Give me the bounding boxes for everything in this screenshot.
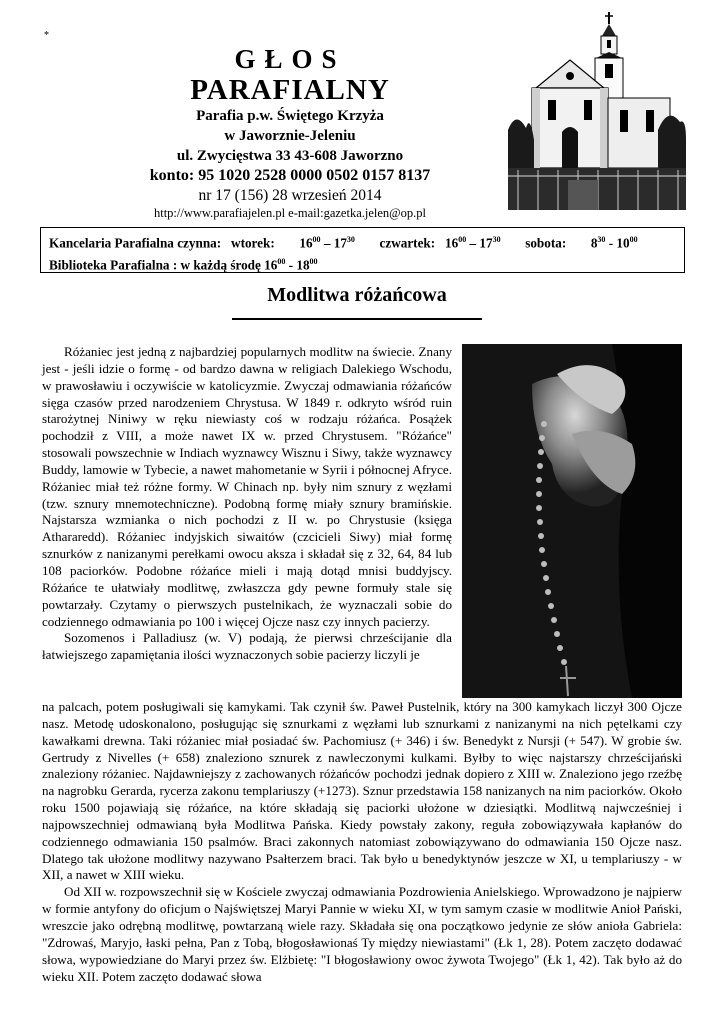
- kancelaria-label: Kancelaria Parafialna czynna:: [49, 235, 222, 251]
- parish-address: ul. Zwycięstwa 33 43-608 Jaworzno: [176, 148, 404, 164]
- paragraph-2-continued: na palcach, potem posługiwali się kamykami. Tak czynił św. Paweł Pustelnik, który na 300 kamykach liczył 300 Ojcze nasz. Metodę udoskonalono, posługując się sznurkami z węzłami lub sznurkami z nanizanymi na nich pętelkami czy kawałkami drewna. Taki różaniec miał posiadać św. Pachomiusz (+ 346) i św. Benedykt z Nursji (+ 547). W grobie św. Gertrudy z Nivelles (+ 658) znaleziono sznurek z nawleczonymi kulkami. Byłby to więc najstarszy chrześcijański znaleziony różaniec. Najdawniejszy z zachowanych różańców pochodzi jednak dopiero z XIII w. Znaleziono jego rzeźbę na nagrobku Gerarda, rycerza zakonu templariuszy (+1273). Sznur przedstawia 158 nanizanych na nim paciorków. Około roku 1500 pojawiają się różańce, na które składają się paciorki ułożone w dziesiątki. Modlitwą najwcześniej i najpowszechniej odmawianą była Modlitwa Pańska. Kiedy powstały zakony, reguła zobowiązywała kapłanów do codziennego odmawiania 150 psalmów. Braci zakonnych natomiast zobowiązywano do odmawiania 150 Ojcze nasz. Dlatego tak ułożone modlitwy nazywano Psałterzem braci. Tak było u benedyktynów jeszcze w XI, u templariuszy - w XII, a nawet w XIII wieku.: [42, 699, 682, 883]
- rosary-hands-photo: [462, 344, 682, 698]
- parish-location: w Jaworznie-Jeleniu: [224, 128, 356, 144]
- decorative-dot: *: [44, 30, 49, 41]
- newspaper-title-line1: GŁOS: [234, 44, 346, 74]
- tuesday-label: wtorek:: [231, 235, 275, 251]
- thursday-label: czwartek:: [379, 235, 436, 251]
- contact-web: http://www.parafiajelen.pl e-mail:gazetka.jelen@op.pl: [153, 206, 427, 220]
- church-illustration: [508, 10, 686, 210]
- saturday-label: sobota:: [525, 235, 567, 251]
- paragraph-1: Różaniec jest jedną z najbardziej popularnych modlitw na świecie. Znany jest - jeśli idzie o formę - od bardzo dawna w religiach Dalekiego Wschodu, w prawosławiu i oczywiście w katolicyzmie. Zwyczaj odmawiania różańców sięga czasów przed narodzeniem Chrystusa. W 1849 r. odkryto wśród ruin starożytnej Niniwy w ręku niewiasty coś w rodzaju różańca. Posążek pochodził z VIII, a może nawet IX w. przed Chrystusem. "Różańce" stosowali powszechnie w Indiach wyznawcy Wisznu i Siwy, także wyznawcy Buddy, lamowie w Tybecie, a nawet mahometanie w Syrii i północnej Afryce. Różaniec miał też różne formy. W Chinach np. były nim sznury z węzłami (tzw. sznury mnemotechniczne). Podobną formę miały sznury bramińskie. Najstarsza wzmianka o nich pochodzi z II w. po Chrystusie (księga Athararedd). Różaniec indyjskich siwaitów (czcicieli Siwy) miał formę sznurków z nanizanymi perełkami owocu aksza i składał się z 32, 64, 84 lub 108 paciorków. Podobne różańce mieli i mają dotąd mnisi buddyjscy. Różańce te ułatwiały modlitwę, zwłaszcza gdy pewne formuły stale się powtarzały. Czytamy o pierwszych pustelnikach, że wyznaczali sobie do codziennego odmawiania po 100 i więcej Ojcze nasz czy innych pacierzy.: [42, 344, 452, 629]
- article-heading: Modlitwa różańcowa: [267, 284, 447, 306]
- heading-underline: [232, 318, 482, 320]
- parish-name: Parafia p.w. Świętego Krzyża: [196, 108, 384, 124]
- office-hours-box: [40, 227, 685, 273]
- newspaper-title-line2: PARAFIALNY: [190, 74, 390, 106]
- bank-account: konto: 95 1020 2528 0000 0502 0157 8137: [149, 167, 431, 184]
- article-full-width: [42, 699, 682, 985]
- issue-info: nr 17 (156) 28 wrzesień 2014: [198, 187, 382, 204]
- article-column-left: [42, 344, 452, 664]
- library-hours-line: Biblioteka Parafialna : w każdą środę $16^{00} - 18^{00}$: [49, 257, 318, 273]
- paragraph-2-start: Sozomenos i Palladiusz (w. V) podają, że pierwsi chrześcijanie dla łatwiejszego zapamiętania ilości wyznaczonych sobie pacierzy liczyli je: [42, 630, 452, 663]
- library-label: Biblioteka Parafialna : w każdą środę: [49, 257, 261, 273]
- office-hours-line: Kancelaria Parafialna czynna: wtorek: $16^{00} - 17^{30}$ czwartek: $16^{00} - 17^{30}$ sobota: $8^{30} - 10^{00}$: [49, 235, 638, 251]
- paragraph-3: Od XII w. rozpowszechnił się w Kościele zwyczaj odmawiania Pozdrowienia Anielskiego. Wprowadzono je najpierw w formie antyfony do oficjum o Najświętszej Maryi Pannie w wieku XI, w tym samym czasie w modlitwie Anioł Pański, wreszcie jako odrębną modlitwę, powtarzaną wiele razy. Składała się ona początkowo jedynie ze słów anioła Gabriela: "Zdrowaś, Maryjo, łaski pełna, Pan z Tobą, błogosławionaś Ty między niewiastami" (Łk 1, 28). Potem zaczęto dodawać słowa, wypowiedziane do Maryi przez św. Elżbietę: "I błogosławiony owoc żywota Twojego" (Łk 1, 42). Tak było aż do wieku XII. Potem zaczęto dodawać słowa: [42, 884, 682, 984]
- masthead: [100, 44, 480, 221]
